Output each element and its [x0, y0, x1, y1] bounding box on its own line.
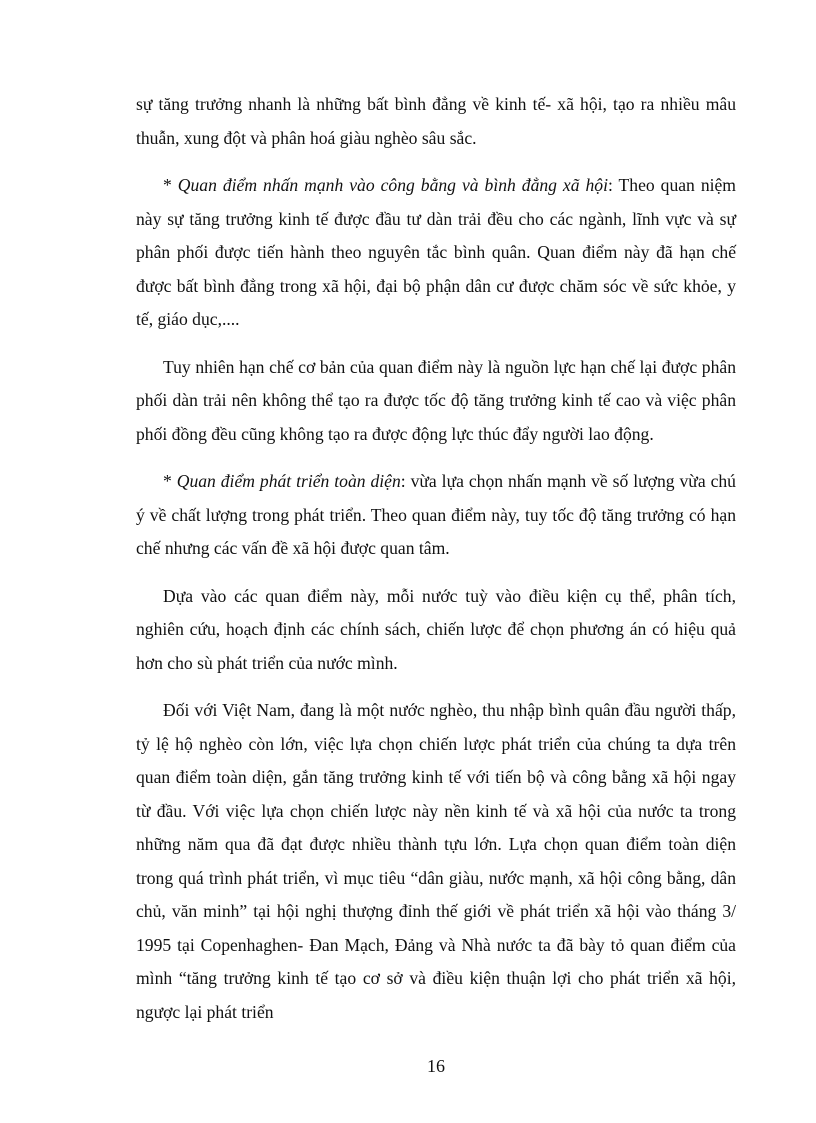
paragraph-4-heading: Quan điểm phát triển toàn diện — [176, 471, 401, 491]
paragraph-5 — [136, 580, 736, 681]
paragraph-4 — [136, 465, 736, 566]
paragraph-2-text: : Theo quan niệm này sự tăng trưởng kinh tế được đầu tư dàn trải đều cho các ngành, lĩnh vực và sự phân phối được tiến hành theo nguyên tắc bình quân. Quan điểm này đã hạn chế được bất bình đẳng trong xã hội, đại bộ phận dân cư được chăm sóc về sức khỏe, y tế, giáo dục,.... — [136, 175, 736, 329]
paragraph-2-heading: Quan điểm nhấn mạnh vào công bằng và bình đẳng xã hội — [177, 175, 608, 195]
paragraph-2 — [136, 169, 736, 337]
paragraph-4-bullet: * — [163, 471, 177, 491]
paragraph-3-text: Tuy nhiên hạn chế cơ bản của quan điểm này là nguồn lực hạn chế lại được phân phối dàn trải nên không thể tạo ra được tốc độ tăng trưởng kinh tế cao và việc phân phối đồng đều cũng không tạo ra được động lực thúc đẩy người lao động. — [136, 356, 736, 444]
paragraph-1-text: sự tăng trưởng nhanh là những bất bình đẳng về kinh tế- xã hội, tạo ra nhiều mâu thuẫn, xung đột và phân hoá giàu nghèo sâu sắc. — [136, 94, 736, 148]
document-body — [136, 88, 736, 1043]
paragraph-2-bullet: * — [163, 175, 178, 195]
paragraph-4-text: : vừa lựa chọn nhấn mạnh về số lượng vừa chú ý về chất lượng trong phát triển. Theo quan điểm này, tuy tốc độ tăng trưởng có hạn chế nhưng các vấn đề xã hội được quan tâm. — [136, 471, 736, 558]
page-number: 16 — [427, 1056, 445, 1076]
paragraph-1 — [136, 88, 736, 155]
paragraph-6-text: Đối với Việt Nam, đang là một nước nghèo, thu nhập bình quân đầu người thấp, tỷ lệ hộ nghèo còn lớn, việc lựa chọn chiến lược phát triển của chúng ta dựa trên quan điểm toàn diện, gắn tăng trưởng kinh tế với tiến bộ và công bằng xã hội ngay từ đầu. Với việc lựa chọn chiến lược này nền kinh tế và xã hội của nước ta trong những năm qua đã đạt được nhiều thành tựu lớn. Lựa chọn quan điểm toàn diện trong quá trình phát triển, vì mục tiêu “dân giàu, nước mạnh, xã hội công bằng, dân chủ, văn minh” tại hội nghị thượng đỉnh thế giới về phát triển xã hội vào tháng 3/ 1995 tại Copenhaghen- Đan Mạch, Đảng và Nhà nước ta đã bày tỏ quan điểm của mình “tăng trưởng kinh tế tạo cơ sở và điều kiện thuận lợi cho phát triển xã hội, ngược lại phát triển — [136, 700, 736, 1022]
paragraph-3 — [136, 351, 736, 452]
paragraph-6 — [136, 694, 736, 1029]
paragraph-5-text: Dựa vào các quan điểm này, mỗi nước tuỳ vào điều kiện cụ thể, phân tích, nghiên cứu, hoạch định các chính sách, chiến lược để chọn phương án có hiệu quả hơn cho sù phát triển của nước mình. — [136, 585, 736, 673]
